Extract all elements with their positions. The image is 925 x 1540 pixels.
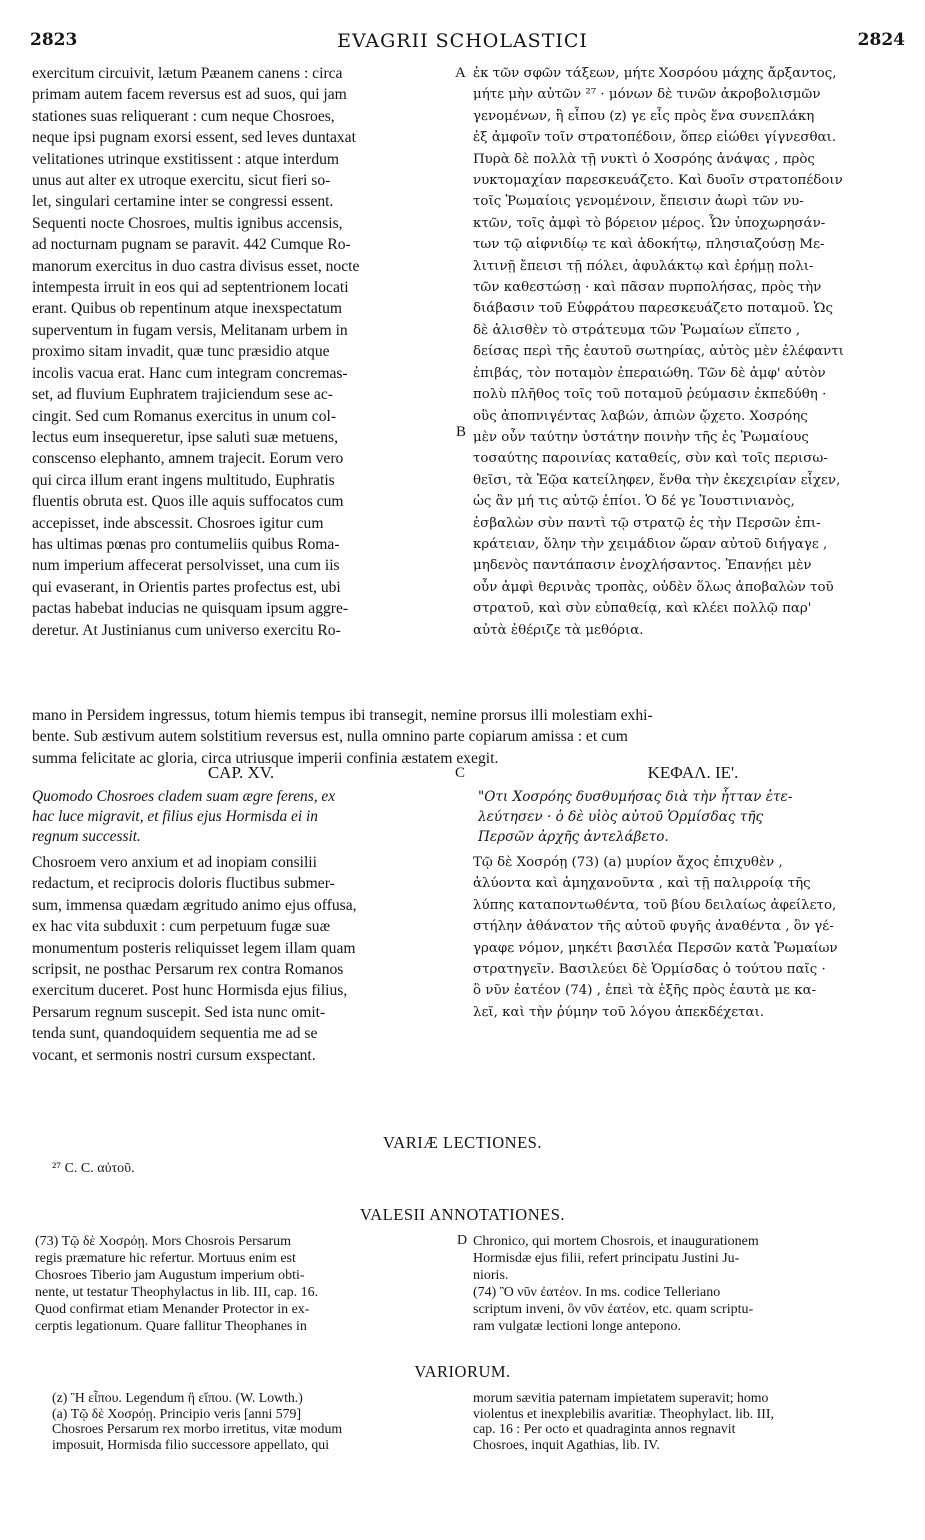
page-number-left: 2823	[30, 30, 78, 50]
chapter-summary-line: "Οτι Χοσρόης δυσθυμήσας διὰ τὴν ἧτταν ἐτε-	[478, 789, 793, 805]
latin-text-line: set, ad fluvium Euphratem trajiciendum sese ac-	[32, 386, 333, 404]
latin-text-line: mano in Persidem ingressus, totum hiemis tempus ibi transegit, nemine prorsus illi molestiam exhi-	[32, 707, 653, 724]
latin-text-line: sum, immensa quædam ægritudo animo ejus offusa,	[32, 896, 357, 914]
chapter-summary-line: Quomodo Chosroes cladem suam ægre ferens, ex	[32, 788, 336, 805]
latin-text-line: tenda sunt, quandoquidem sequentia me ad se	[32, 1025, 318, 1043]
annotation-line: Chosroes Persarum rex morbo irretitus, vitæ modum	[52, 1421, 343, 1437]
annotation-line: regis præmature hic refertur. Mortuus enim est	[35, 1251, 296, 1266]
greek-text-line: στρατηγεῖν. Βασιλεύει δὲ Ὁρμίσδας ὁ τούτου παῖς ·	[473, 962, 826, 978]
latin-text-line: lectus eum insequeretur, ipse saluti suæ metuens,	[32, 428, 338, 446]
latin-text-line: has ultimas pœnas pro contumeliis quibus Roma-	[32, 535, 340, 553]
greek-text-line: γενομένων, ἢ εἶπου (z) γε εἷς πρὸς ἕνα συνεπλάκη	[473, 108, 815, 124]
annotation-line: Hormisdæ ejus filii, refert principatu Justini Ju-	[473, 1251, 740, 1266]
greek-text-line: ἐσβαλὼν σὺν παντὶ τῷ στρατῷ ἐς τὴν Περσῶν ἐπι-	[473, 515, 821, 531]
latin-text-line: Sequenti nocte Chosroes, multis ignibus accensis,	[32, 214, 343, 232]
chapter-summary-line: Περσῶν ἀρχῆς ἀντελάβετο.	[478, 829, 669, 845]
latin-fullwidth-lines	[32, 705, 890, 769]
greek-text-line: Τῷ δὲ Χοσρόῃ (73) (a) μυρίον ἄχος ἐπιχυθὲν ,	[473, 855, 783, 870]
greek-text-line: γραφε νόμον, μηκέτι βασιλέα Περσῶν κατὰ Ῥωμαίων	[473, 940, 838, 956]
latin-text-line: monumentum posteris reliquisset legem illam quam	[32, 939, 356, 957]
greek-text-line: μήτε μὴν αὐτῶν ²⁷ · μόνων δὲ τινῶν ἀκροβολισμῶν	[473, 87, 821, 103]
latin-text-line: Persarum regnum suscepit. Sed ista nunc omit-	[32, 1003, 326, 1021]
latin-text-line: qui evaserant, in Orientis partes profectus est, ubi	[32, 578, 341, 596]
greek-text-line: κράτειαν, ὅλην τὴν χειμάδιον ὥραν αὐτοῦ διήγαγε ,	[473, 536, 828, 552]
annotation-line: morum sævitia paternam impietatem superavit; homo	[473, 1390, 769, 1405]
annotation-line: cerptis legationum. Quare fallitur Theophanes in	[35, 1319, 307, 1334]
greek-text-line: ἐξ ἀμφοῖν τοῖν στρατοπέδοιν, ὅπερ εἰώθει γίγνεσθαι.	[473, 130, 837, 146]
latin-text-line: redactum, et reciprocis doloris fluctibus submer-	[32, 875, 335, 893]
greek-text-line: μὲν οὖν ταύτην ὑστάτην ποινὴν τῆς ἐς Ῥωμαίους	[473, 429, 809, 445]
section-marker-b: B	[456, 424, 467, 440]
greek-text-line: πολὺ πλῆθος τοῖς τοῦ ποταμοῦ ῥεύμασιν ἐκπεδύθη ·	[473, 387, 827, 403]
variorum-notes-left	[52, 1390, 462, 1452]
latin-text-line: proximo sitam invadit, quæ tunc præsidio atque	[32, 343, 330, 361]
latin-text-line: primam autem facem reversus est ad suos, qui jam	[32, 86, 347, 104]
latin-column-top	[32, 63, 450, 641]
annotation-line: imposuit, Hormisda filio successore appellato, qui	[52, 1436, 330, 1452]
latin-text-line: intempesta irruit in eos qui ad septentrionem locati	[32, 279, 349, 297]
greek-text-line: οὖν ἀμφὶ θερινὰς τροπὰς, οὐδὲν ὅλως ἀποβαλὼν τοῦ	[473, 579, 834, 595]
valesii-notes-right	[473, 1233, 913, 1335]
greek-text-line: τοῖς Ῥωμαίοις γενομένοιν, ἔπεισιν ἀωρὶ τῶν νυ-	[473, 194, 804, 210]
greek-text-line: διάβασιν τοῦ Εὐφράτου παρεσκευάζετο ποταμοῦ. Ὡς	[473, 301, 833, 317]
latin-text-line: Chosroem vero anxium et ad inopiam consilii	[32, 854, 317, 871]
greek-text-line: θεῖσι, τὰ Ἑῷα κατείληφεν, ἔνθα τὴν ἐκεχειρίαν εἶχεν,	[473, 472, 841, 488]
latin-text-line: superventum in fugam versis, Melitanam urbem in	[32, 321, 348, 339]
latin-text-line: vocant, et sermonis nostri cursum exspectant.	[32, 1046, 316, 1064]
greek-text-line: Πυρὰ δὲ πολλὰ τῇ νυκτὶ ὁ Χοσρόης ἀνάψας , πρὸς	[473, 151, 815, 167]
latin-text-line: stationes suas reliquerant : cum neque Chosroes,	[32, 107, 335, 125]
greek-text-line: νυκτομαχίαν παρεσκευάζετο. Καὶ δυοῖν στρατοπέδοιν	[473, 173, 843, 189]
latin-text-line: accepisset, inde abscessit. Chosroes igitur cum	[32, 514, 324, 532]
annotation-line: (73) Τῷ δὲ Χοσρόῃ. Mors Chosrois Persarum	[35, 1234, 291, 1249]
greek-text-line: λεῖ, καὶ τὴν ῥύμην τοῦ λόγου ἀπεκδέχεται.	[473, 1004, 765, 1020]
greek-text-line: στρατοῦ, καὶ σὺν εὐπαθείᾳ, καὶ κλέει πολλῷ παρ'	[473, 601, 812, 617]
page-header	[0, 30, 925, 54]
latin-text-line: num imperium affecerat persolvisset, una cum iis	[32, 557, 340, 575]
greek-text-line: ἀλύοντα καὶ ἀμηχανοῦντα , καὶ τῇ παλιρροίᾳ τῆς	[473, 876, 811, 892]
annotation-line: ram vulgatæ lectioni longe antepono.	[473, 1319, 682, 1334]
latin-text-line: incolis vacua erat. Hanc cum integram concremas-	[32, 364, 348, 382]
latin-text-line: manorum exercitus in duo castra divisus esset, nocte	[32, 257, 360, 275]
variorum-notes-right	[473, 1390, 913, 1452]
chapter-latin-text	[32, 852, 450, 1066]
annotation-line: Chronico, qui mortem Chosrois, et inaugurationem	[473, 1234, 759, 1249]
greek-text-line: ὃ νῦν ἐατέον (74) , ἐπεὶ τὰ ἑξῆς πρὸς ἑαυτὰ με κα-	[473, 983, 817, 999]
annotation-line: Quod confirmat etiam Menander Protector in ex-	[35, 1302, 310, 1317]
latin-text-line: fluentis obruta est. Quos ille aquis suffocatos cum	[32, 493, 344, 511]
latin-text-line: erant. Quibus ob repentinum atque inexspectatum	[32, 300, 343, 318]
greek-text-line: αὐτὰ ἐθέριζε τὰ μεθόρια.	[473, 622, 644, 638]
annotation-line: Chosroes Tiberio jam Augustum imperium obti-	[35, 1268, 305, 1283]
annotation-line: (74) Ὃ νῦν ἐατέον. In ms. codice Telleriano	[473, 1285, 721, 1300]
chapter-summary-line: hac luce migravit, et filius ejus Hormisda ei in	[32, 808, 318, 825]
annotation-line: nente, ut testatur Theophylactus in lib. III, cap. 16.	[35, 1285, 319, 1300]
greek-text-line: δὲ ἀλισθὲν τὸ στράτευμα τῶν Ῥωμαίων εἵπετο ,	[473, 322, 801, 338]
greek-text-line: λιτινῇ ἔπεισι τῇ πόλει, ἀφυλάκτῳ καὶ ἐρήμῃ πολι-	[473, 258, 814, 274]
annotation-line: (z) Ἢ εἶπου. Legendum ἢ εἴπου. (W. Lowth.)	[52, 1390, 303, 1405]
variae-lectiones-heading: VARIÆ LECTIONES.	[383, 1133, 542, 1152]
latin-text-line: deretur. At Justinianus cum universo exercitu Ro-	[32, 621, 341, 639]
latin-text-line: velitationes utrinque exstitissent : atque interdum	[32, 150, 340, 168]
running-title: EVAGRII SCHOLASTICI	[337, 30, 588, 52]
page-number-right: 2824	[857, 30, 905, 50]
greek-text-line: κτῶν, τοῖς ἀμφὶ τὸ βόρειον μέρος. Ὧν ὑποχωρησάν-	[473, 215, 826, 231]
greek-column-top	[473, 63, 913, 641]
latin-text-line: qui circa illum erant ingens multitudo, Euphratis	[32, 471, 335, 489]
greek-text-line: των τῷ αἰφνιδίῳ τε καὶ ἀδοκήτῳ, πλησιαζούσῃ Με-	[473, 237, 825, 253]
section-marker-d: D	[457, 1233, 468, 1248]
greek-text-line: οὓς ἀποπνιγέντας λαβών, ἀπιὼν ᾤχετο. Χοσρόης	[473, 408, 808, 424]
chapter-heading-greek: ΚΕΦΑΛ. ΙΕ'.	[647, 763, 739, 782]
latin-text-line: cingit. Sed cum Romanus exercitus in unum col-	[32, 407, 337, 425]
greek-text-line: τῶν καθεστώσῃ · καὶ πᾶσαν πυρπολήσας, πρὸς τὴν	[473, 280, 822, 296]
latin-text-line: summa felicitate ac gloria, circa utriusque imperii confinia æstatem exegit.	[32, 749, 499, 767]
section-marker-a: A	[455, 65, 466, 81]
latin-text-line: scripsit, ne posthac Persarum rex contra Romanos	[32, 961, 344, 979]
chapter-summary-line: λεύτησεν · ὁ δὲ υἱὸς αὐτοῦ Ὁρμίσδας τῆς	[478, 809, 764, 825]
greek-text-line: τοσαύτης παροινίας καταθείς, σὺν καὶ τοῖς περισω-	[473, 451, 828, 467]
annotation-line: cap. 16 : Per octo et quadraginta annos regnavit	[473, 1421, 736, 1437]
annotation-line: nioris.	[473, 1268, 509, 1283]
latin-text-line: pactas habebat inducias ne quisquam ipsum aggre-	[32, 600, 349, 618]
section-marker-c: C	[455, 765, 466, 781]
latin-text-line: ex hac vita subduxit : cum perpetuum fugæ suæ	[32, 918, 330, 936]
variorum-heading: VARIORUM.	[414, 1362, 511, 1381]
greek-text-line: μηδενὸς παντάπασιν ἐνοχλήσαντος. Ἐπανῄει μὲν	[473, 558, 812, 574]
chapter-summary-latin	[32, 787, 450, 847]
chapter-summary-line: regnum successit.	[32, 828, 141, 845]
variae-lectiones-note: ²⁷ C. C. αὐτοῦ.	[52, 1161, 135, 1176]
greek-text-line: στήλην ἀθάνατον τῆς αὐτοῦ φυγῆς ἀναθέντα , ὃν γέ-	[473, 919, 834, 935]
latin-text-line: ad nocturnam pugnam se paravit. 442 Cumque Ro-	[32, 236, 351, 254]
greek-text-line: λύπης καταποντωθέντα, τοῦ βίου δειλαίως ἀφείλετο,	[473, 897, 837, 913]
latin-text-line: unus aut alter ex utroque exercitu, sicut fieri so-	[32, 172, 331, 190]
valesii-notes-left	[35, 1233, 455, 1335]
latin-text-line: neque ipsi pugnam exorsi essent, sed leves duntaxat	[32, 129, 356, 147]
annotation-line: (a) Τῷ δὲ Χοσρόῃ. Principio veris [anni 579]	[52, 1405, 302, 1421]
latin-text-line: exercitum duceret. Post hunc Hormisda ejus filius,	[32, 982, 348, 1000]
latin-text-line: bente. Sub æstivum autem solstitium reversus est, nulla omnino parte copiarum amissa : et cum	[32, 728, 628, 746]
greek-text-line: ἐκ τῶν σφῶν τάξεων, μήτε Χοσρόου μάχης ἄρξαντος,	[473, 66, 837, 81]
latin-text-line: exercitum circuivit, lætum Pæanem canens : circa	[32, 65, 343, 82]
chapter-summary-greek	[478, 787, 913, 847]
greek-text-line: δείσας περὶ τῆς ἑαυτοῦ σωτηρίας, αὐτὸς μὲν ἐλέφαντι	[473, 344, 844, 360]
chapter-greek-text	[473, 852, 913, 1023]
valesii-annotationes-heading: VALESII ANNOTATIONES.	[359, 1205, 566, 1224]
chapter-heading-latin: CAP. XV.	[207, 763, 275, 782]
greek-text-line: ἐπιβάς, τὸν ποταμὸν ἐπεραιώθη. Τῶν δὲ ἀμφ' αὐτὸν	[473, 365, 826, 381]
greek-text-line: ὡς ἂν μή τις αὐτῷ ἐπίοι. Ὁ δέ γε Ἰουστινιανὸς,	[473, 494, 795, 510]
latin-text-line: conscenso elephanto, amnem trajecit. Eorum vero	[32, 450, 344, 468]
annotation-line: scriptum inveni, ὃν νῦν ἐατέον, etc. quam scriptu-	[473, 1302, 754, 1317]
annotation-line: Chosroes, inquit Agathias, lib. IV.	[473, 1436, 660, 1452]
annotation-line: violentus et inexplebilis avaritiæ. Theophylact. lib. III,	[473, 1405, 774, 1421]
latin-text-line: let, singulari certamine inter se congressi essent.	[32, 193, 334, 211]
